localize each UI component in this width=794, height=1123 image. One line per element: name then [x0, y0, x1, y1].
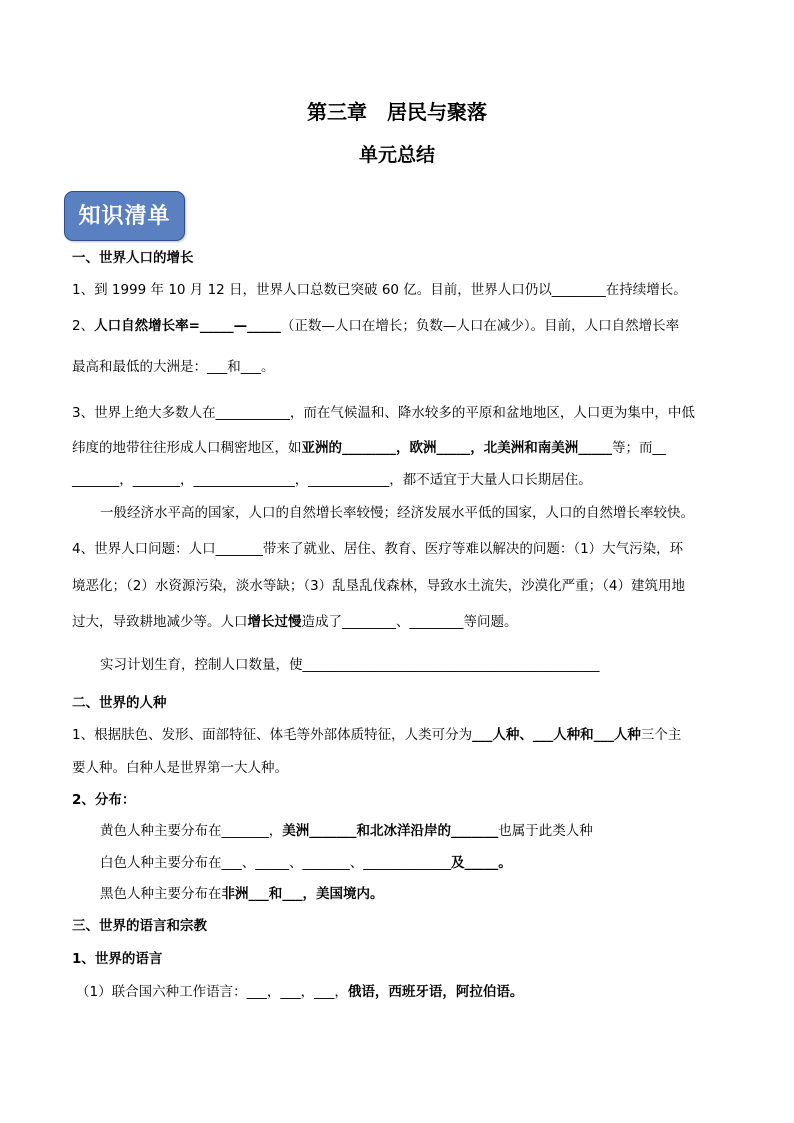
race-item-1-text: 1、根据肤色、发形、面部特征、体毛等外部体质特征，人类可分为 — [72, 727, 473, 743]
languages-heading: 1、世界的语言 — [72, 951, 163, 967]
dense-regions: 亚洲的________，欧洲_____，北美洲和南美洲_____ — [301, 440, 612, 456]
race-item-1-continued: 要人种。白种人是世界第一大人种。 — [72, 760, 288, 776]
yellow-race-line — [100, 821, 760, 841]
item-3-text: 纬度的地带往往形成人口稠密地区，如 — [72, 440, 302, 456]
item-4-text: 过大，导致耕地减少等。人口 — [72, 614, 248, 630]
black-race-text: 黑色人种主要分布在 — [100, 886, 222, 902]
yellow-race-tail: 也属于此类人种 — [498, 823, 593, 839]
black-race-regions: 非洲___和___，美国境内。 — [221, 886, 384, 902]
item-2-number: 2、 — [72, 318, 95, 334]
sparse-regions-line: _______，_______，_______________，____________，都不适宜于大量人口长期居住。 — [72, 472, 592, 488]
item-1-line: 1、到 1999 年 10 月 12 日，世界人口总数已突破 60 亿。目前，世界人口仍以________在持续增长。 — [72, 282, 687, 298]
item-3-line: 3、世界上绝大多数人在___________，而在气候温和、降水较多的平原和盆地地区，人口更为集中，中低 — [72, 405, 695, 421]
unit-summary-title: 单元总结 — [358, 144, 435, 166]
knowledge-list-badge: 知识清单 — [64, 191, 185, 241]
item-4-slow-growth-line — [72, 612, 732, 632]
item-3-regions-line — [72, 438, 732, 458]
white-race-text: 白色人种主要分布在___、_____、_______、_____________ — [100, 855, 451, 871]
growth-rate-formula: 人口自然增长率=_____—_____ — [94, 318, 281, 334]
item-4-problems-line: 境恶化；（2）水资源污染，淡水等缺；（3）乱垦乱伐森林，导致水土流失，沙漠化严重；（4）建筑用地 — [72, 578, 686, 594]
un-languages-line — [76, 982, 736, 1002]
yellow-race-regions: 美洲_______和北冰洋沿岸的_______ — [282, 823, 499, 839]
item-4-line: 4、世界人口问题：人口_______带来了就业、居住、教育、医疗等难以解决的问题：（1）大气污染，环 — [72, 541, 684, 557]
race-distribution-heading: 2、分布： — [72, 792, 136, 808]
chapter-title: 第三章 居民与聚落 — [307, 100, 487, 124]
growth-rate-note: （正数—人口在增长；负数—人口在减少）。目前，人口自然增长率 — [280, 318, 680, 334]
white-race-line — [100, 853, 760, 873]
race-item-1-tail: 三个主 — [640, 727, 682, 743]
item-2-line — [72, 316, 732, 336]
family-planning-line: 实习计划生育，控制人口数量，使____________________________________________ — [100, 657, 600, 673]
item-4-tail: 造成了________、________等问题。 — [301, 614, 518, 630]
section-1-heading: 一、世界人口的增长 — [72, 250, 194, 266]
item-2-continued: 最高和最低的大洲是：___和___。 — [72, 359, 275, 375]
white-race-tail: 及_____。 — [451, 855, 512, 871]
slow-growth-term: 增长过慢 — [247, 614, 302, 630]
section-2-heading: 二、世界的人种 — [72, 695, 167, 711]
yellow-race-text: 黄色人种主要分布在_______， — [100, 823, 283, 839]
economy-note-line: 一般经济水平高的国家，人口的自然增长率较慢；经济发展水平低的国家，人口的自然增长率较快。 — [100, 505, 694, 521]
un-languages-text: （1）联合国六种工作语言：___，___，___， — [76, 984, 348, 1000]
race-blanks: ___人种、___人种和___人种 — [472, 727, 641, 743]
black-race-line — [100, 884, 760, 904]
section-3-heading: 三、世界的语言和宗教 — [72, 918, 207, 934]
un-languages-tail: 俄语，西班牙语，阿拉伯语。 — [347, 984, 524, 1000]
item-3-tail: 等；而__ — [612, 440, 666, 456]
race-item-1-line — [72, 725, 732, 745]
